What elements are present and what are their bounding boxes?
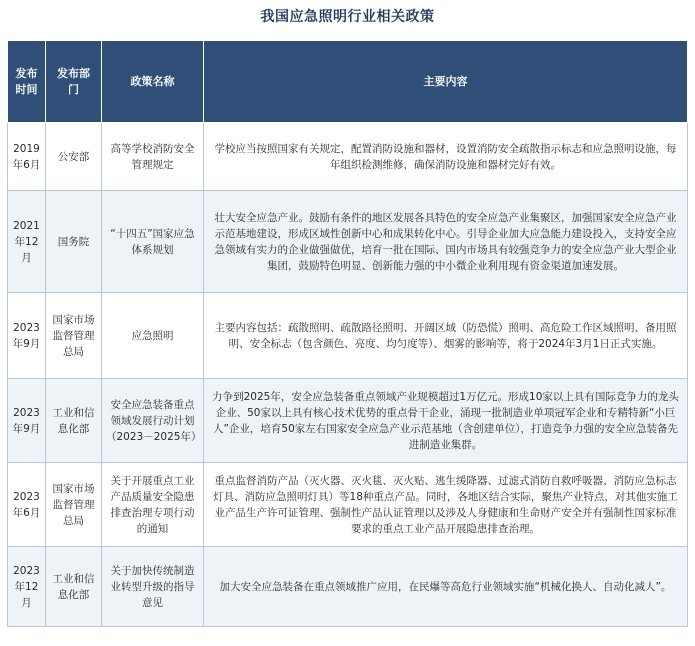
row-policy-name: “十四五”国家应急体系规划	[102, 191, 204, 293]
row-policy-name: 关于加快传统制造业转型升级的指导意见	[102, 547, 204, 627]
row-policy-name: 关于开展重点工业产品质量安全隐患排查治理专项行动的通知	[102, 463, 204, 547]
table-row	[8, 123, 688, 191]
header-date: 发布时间	[8, 41, 46, 123]
row-date: 2023年12月	[8, 547, 46, 627]
table-row	[8, 547, 688, 627]
row-dept: 国家市场监督管理总局	[46, 463, 102, 547]
row-date: 2019年6月	[8, 123, 46, 191]
row-dept: 国家市场监督管理总局	[46, 293, 102, 379]
header-name: 政策名称	[102, 41, 204, 123]
row-policy-name: 安全应急装备重点领域发展行动计划（2023－2025年）	[102, 379, 204, 463]
table-row	[8, 191, 688, 293]
row-content: 主要内容包括：疏散照明、疏散路径照明、开阔区域（防恐慌）照明、高危险工作区域照明、备用照明、安全标志（包含颜色、亮度、均匀度等）、烟雾的影响等，将于2024年3月1日正式实施。	[204, 293, 688, 379]
row-policy-name: 应急照明	[102, 293, 204, 379]
row-date: 2021年12月	[8, 191, 46, 293]
row-dept: 国务院	[46, 191, 102, 293]
row-date: 2023年9月	[8, 293, 46, 379]
table-row	[8, 379, 688, 463]
header-content: 主要内容	[204, 41, 688, 123]
row-content: 壮大安全应急产业。鼓励有条件的地区发展各具特色的安全应急产业集聚区，加强国家安全应急产业示范基地建设，形成区域性创新中心和成果转化中心。引导企业加大应急能力建设投入，支持安全应急领域有实力的企业做强做优，培育一批在国际、国内市场具有较强竞争力的安全应急产业大型企业集团，鼓励特色明显、创新能力强的中小微企业利用现有资金渠道加速发展。	[204, 191, 688, 293]
page-title: 我国应急照明行业相关政策	[260, 9, 435, 25]
row-content: 学校应当按照国家有关规定，配置消防设施和器材，设置消防安全疏散指示标志和应急照明设施，每年组织检测维修，确保消防设施和器材完好有效。	[204, 123, 688, 191]
row-content: 重点监督消防产品（灭火器、灭火毯、灭火贴、逃生缓降器、过滤式消防自救呼吸器、消防应急标志灯具、消防应急照明灯具）等18种重点产品。同时，各地区结合实际，聚焦产业特点，对其他实施工业产品生产许可证管理、强制性产品认证管理以及涉及人身健康和生命财产安全并有强制性国家标准要求的重点工业产品开展隐患排查治理。	[204, 463, 688, 547]
row-dept: 公安部	[46, 123, 102, 191]
row-policy-name: 高等学校消防安全管理规定	[102, 123, 204, 191]
row-content: 力争到2025年，安全应急装备重点领域产业规模超过1万亿元。形成10家以上具有国际竞争力的龙头企业、50家以上具有核心技术优势的重点骨干企业，涌现一批制造业单项冠军企业和专精特新“小巨人”企业，培育50家左右国家安全应急产业示范基地（含创建单位），打造竞争力强的安全应急装备先进制造业集群。	[204, 379, 688, 463]
header-dept: 发布部门	[46, 41, 102, 123]
table-header-row	[8, 41, 688, 123]
row-date: 2023年9月	[8, 379, 46, 463]
row-dept: 工业和信息化部	[46, 379, 102, 463]
row-dept: 工业和信息化部	[46, 547, 102, 627]
table-row	[8, 463, 688, 547]
row-content: 加大安全应急装备在重点领域推广应用，在民爆等高危行业领域实施“机械化换人、自动化减人”。	[204, 547, 688, 627]
row-date: 2023年6月	[8, 463, 46, 547]
policy-table	[7, 40, 688, 627]
table-row	[8, 293, 688, 379]
